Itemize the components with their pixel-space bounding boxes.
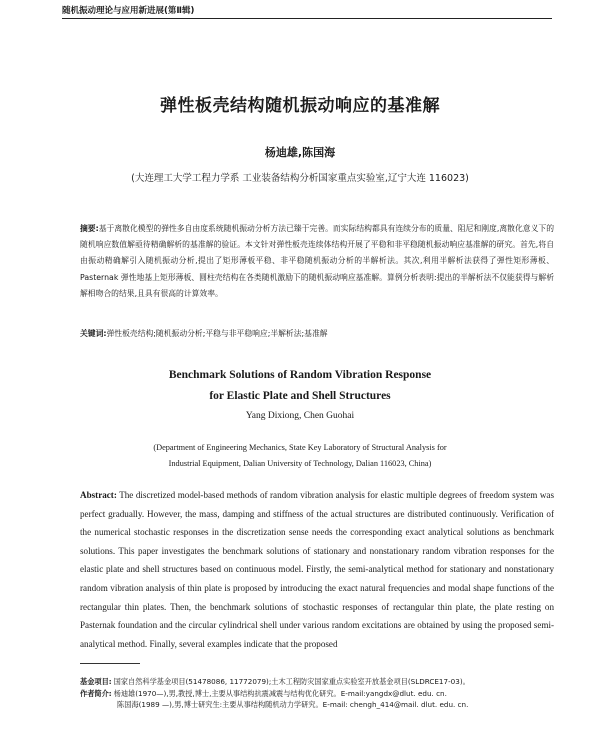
english-affiliation [0, 440, 600, 472]
english-abstract [80, 486, 554, 653]
english-authors: Yang Dixiong, Chen Guohai [245, 411, 355, 421]
chinese-authors: 杨迪雄,陈国海 [264, 146, 336, 159]
author-bio-1: 杨迪雄(1970—),男,教授,博士,主要从事结构抗震减震与结构优化研究。E-mail:yangdx@dlut. edu. cn. [113, 688, 447, 698]
fund-label: 基金项目: [80, 677, 112, 686]
author-bio-label: 作者简介: [80, 688, 112, 698]
running-title: 随机振动理论与应用新进展(第Ⅱ辑) [62, 6, 195, 16]
chinese-affiliation: (大连理工大学工程力学系 工业装备结构分析国家重点实验室,辽宁大连 116023) [131, 173, 469, 184]
chinese-abstract-label: 摘要: [80, 224, 99, 233]
chinese-keywords-text: 弹性板壳结构;随机振动分析;平稳与非平稳响应;半解析法;基准解 [106, 329, 328, 338]
english-title-line-2: for Elastic Plate and Shell Structures [209, 390, 391, 402]
chinese-keywords-label: 关键词: [80, 329, 107, 338]
footnotes [80, 676, 554, 711]
author-bio-2: 陈国海(1989 —),男,博士研究生:主要从事结构随机动力学研究。E-mail: chengh_414@mail. dlut. edu. cn. [117, 700, 469, 709]
running-header [62, 3, 552, 19]
chinese-title: 弹性板壳结构随机振动响应的基准解 [160, 96, 440, 116]
english-abstract-text: The discretized model-based methods of random vibration analysis for elastic multiple degrees of freedom system was perfect gradually. However, the mass, damping and stiffness of the actual structures are distributed continuously. Verification of the numerical stochastic responses in the discretization sense needs the corresponding exact analytical solutions as benchmark solutions. This paper investigates the benchmark solutions of stationary and nonstationary random vibration responses for the elastic plate and shell structures based on continuous model. Firstly, the semi-analytical method for stationary and nonstationary random vibration analysis of thin plate is proposed by introducing the exact natural frequencies and modal shape functions of the rectangular thin plates. Then, the benchmark solutions of stochastic responses of rectangular thin plate, the plate resting on Pasternak foundation and the circular cylindrical shell under various random excitations are obtained by using the proposed semi-analytical method. Finally, several examples indicate that the proposed [80, 490, 554, 649]
english-affiliation-line-1: (Department of Engineering Mechanics, State Key Laboratory of Structural Analysis for [153, 443, 447, 452]
footnote-divider [80, 663, 140, 664]
chinese-abstract [80, 221, 554, 302]
chinese-keywords [80, 326, 554, 341]
english-affiliation-line-2: Industrial Equipment, Dalian University of Technology, Dalian 116023, China) [168, 459, 432, 468]
fund-text: 国家自然科学基金项目(51478086, 11772079);土木工程防灾国家重点实验室开放基金项目(SLDRCE17-03)。 [113, 677, 470, 686]
fund-footnote [80, 676, 554, 688]
english-title [0, 365, 600, 407]
author-footnote [80, 688, 554, 700]
english-abstract-label: Abstract: [80, 490, 117, 500]
english-title-line-1: Benchmark Solutions of Random Vibration Response [168, 369, 432, 381]
chinese-abstract-text: 基于离散化模型的弹性多自由度系统随机振动分析方法已臻于完善。而实际结构都具有连续分布的质量、阻尼和刚度,离散化意义下的随机响应数值解亟待精确解析的基准解的验证。本文针对弹性板壳连续体结构开展了平稳和非平稳随机振动响应基准解的研究。首先,将自由振动精确解引入随机振动分析,提出了矩形薄板平稳、非平稳随机振动分析的半解析法。其次,利用半解析法获得了弹性矩形薄板、Pasternak 弹性地基上矩形薄板、圆柱壳结构在各类随机激励下的随机振动响应基准解。算例分析表明:提出的半解析法不仅能获得与解析解相吻合的结果,且具有很高的计算效率。 [80, 224, 554, 298]
